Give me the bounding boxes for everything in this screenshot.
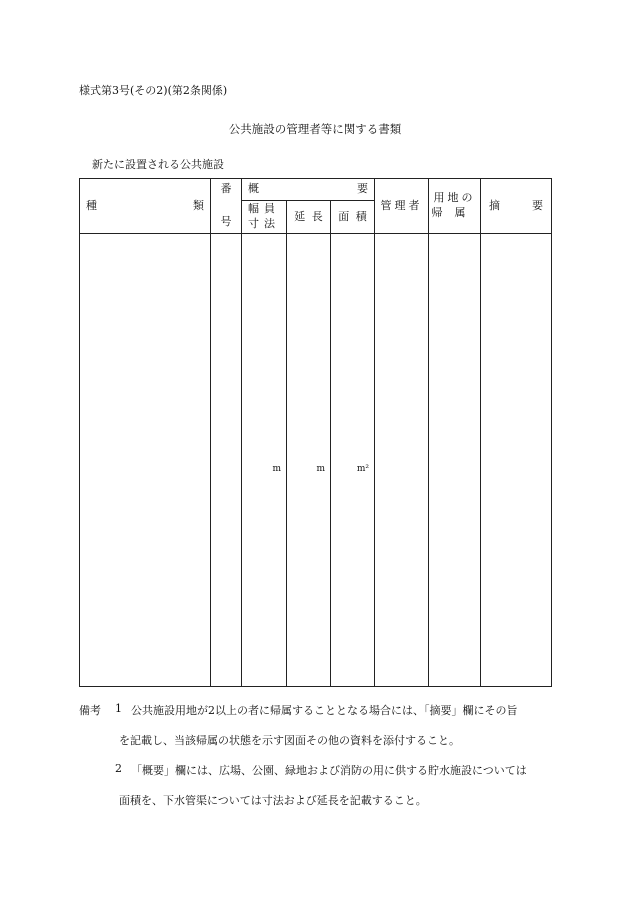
cell-area[interactable] [331, 234, 375, 687]
cell-width[interactable] [242, 234, 287, 687]
cell-land-ownership[interactable] [429, 234, 481, 687]
cell-length[interactable] [287, 234, 331, 687]
header-land-line1: 用地の [433, 191, 476, 205]
header-area [331, 201, 375, 234]
note-1-number: 1 [115, 702, 122, 715]
header-kind [80, 179, 211, 234]
header-overview-char2: 要 [357, 182, 369, 196]
facility-table [79, 178, 552, 687]
header-number [211, 179, 242, 234]
header-manager [375, 179, 429, 234]
header-width-line1: 幅員 [248, 202, 280, 216]
note-2-line2: 面積を、下水管渠については寸法および延長を記載すること。 [119, 794, 427, 807]
section-heading: 新たに設置される公共施設 [92, 158, 224, 171]
unit-length: m [316, 463, 325, 474]
header-overview [242, 179, 375, 201]
header-number-char1: 番 [220, 182, 232, 196]
header-number-char2: 号 [220, 215, 232, 228]
header-length-char2: 長 [311, 209, 323, 223]
cell-remarks[interactable] [481, 234, 552, 687]
unit-width: m [272, 463, 281, 474]
header-overview-char1: 概 [248, 182, 259, 196]
header-kind-char2: 類 [193, 198, 204, 212]
header-remarks-char2: 要 [532, 198, 544, 212]
form-number: 様式第3号(その2)(第2条関係) [79, 84, 228, 97]
unit-area: m² [356, 463, 370, 474]
header-width-line2: 寸法 [248, 217, 280, 230]
cell-number[interactable] [211, 234, 242, 687]
note-2-number: 2 [115, 762, 122, 775]
note-1-line2: を記載し、当該帰属の状態を示す図面その他の資料を添付すること。 [119, 734, 460, 747]
cell-manager[interactable] [375, 234, 429, 687]
note-1-line1: 公共施設用地が2以上の者に帰属することとなる場合には、「摘要」欄にその旨 [131, 704, 518, 717]
header-area-char1: 面 [338, 209, 350, 223]
document-title: 公共施設の管理者等に関する書類 [228, 122, 402, 136]
header-width [242, 201, 287, 234]
header-remarks [481, 179, 552, 234]
note-2-line1: 「概要」欄には、広場、公園、緑地および消防の用に供する貯水施設については [131, 764, 527, 777]
header-remarks-char1: 摘 [489, 198, 501, 212]
header-land-line2: 帰属 [431, 206, 478, 219]
header-kind-char1: 種 [86, 198, 97, 212]
header-land-ownership [429, 179, 481, 234]
cell-kind[interactable] [80, 234, 211, 687]
header-manager-label: 管理者 [380, 198, 423, 212]
header-length-char1: 延 [294, 209, 306, 223]
header-area-char2: 積 [355, 209, 367, 223]
header-length [287, 201, 331, 234]
notes-label: 備考 [79, 704, 101, 717]
